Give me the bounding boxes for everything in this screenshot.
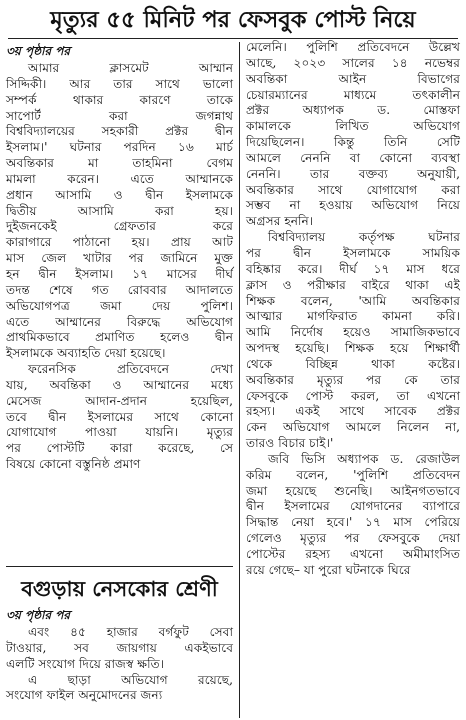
right-text-line: গেলেও মৃত্যুর পর ফেসবুকে দেয়া [246,531,460,546]
right-text-line: নেননি। তার বক্তব্য অনুযায়ী, [246,166,460,181]
sub-continuation-label: ৩য় পৃষ্ঠার পর [6,608,71,622]
right-text-line: শিক্ষক বলেন, 'আমি অবন্তিকার [246,293,460,308]
sub-text-line: এবং ৪৫ হাজার বর্গফুট সেবা [28,625,233,639]
article-headline: মৃত্যুর ৫৫ মিনিট পর ফেসবুক পোস্ট নিয়ে [8,2,458,39]
right-text-line: কেন অভিযোগ আমলে নিলেন না, [246,420,460,435]
left-text-line: ইসলামকে অব্যাহতি দেয়া হয়েছে। [6,346,166,361]
right-text-line: সম্ভব না হওয়ায় অভিযোগ নিয়ে [246,198,460,213]
right-text-line: অপদস্থ হয়েছি। শিক্ষক হয়ে শিক্ষার্থী [246,341,460,356]
left-text-line: সাপোর্ট করা জগন্নাথ [6,108,233,123]
right-text-line: অবন্তিকার সাথে যোগাযোগ করা [246,182,460,197]
right-text-line: বহিষ্কার করে। দীর্ঘ ১৭ মাস ধরে [246,261,460,276]
right-text-line: প্রক্টর অধ্যাপক ড. মোস্তফা [246,103,460,118]
sub-article-column [6,608,233,704]
right-text-line: পর দ্বীন ইসলামকে সাময়িক [246,245,460,260]
left-text-line: তবে দ্বীন ইসলামের সাথে কোনো [6,409,233,424]
right-text-line: দিয়েছিলেন। কিন্তু তিনি সেটি [246,135,460,150]
right-text-line: দ্বীন ইসলামের যোগদানের ব্যাপারে [246,499,460,514]
left-text-line: তদন্ত শেষে গত রোববার আদালতে [6,282,233,297]
right-text-line: মেলেনি। পুলিশি প্রতিবেদনে উল্লেখ [246,40,460,54]
left-text-line: পর পোস্টটি কারা করেছে, সে [6,441,233,456]
section-divider [6,566,233,567]
right-text-line: তারও বিচার চাই।' [246,436,334,451]
left-text-line: এতে আম্মানের বিরুদ্ধে অভিযোগ [6,314,233,329]
left-text-line: সিদ্দিকী। আর তার সাথে ভালো [6,76,233,91]
left-text-line: যোগাযোগ পাওয়া যায়নি। মৃত্যুর [6,425,233,440]
continuation-label: ৩য় পৃষ্ঠার পর [6,44,71,58]
right-text-line: রহস্য। একই সাথে সাবেক প্রক্টর [246,404,460,419]
sub-text-line: এলটি সংযোগ দিয়ে রাজস্ব ক্ষতি। [6,656,165,671]
left-text-line: মামলা করেন। এতে আম্মানকে [6,171,233,186]
left-text-line: অভিযোগপত্র জমা দেয় পুলিশ। [6,298,233,313]
right-text-line: রয়ে গেছে– যা পুরো ঘটনাকে ঘিরে [246,562,411,577]
right-text-line: বিশ্ববিদ্যালয় কর্তৃপক্ষ ঘটনার [268,230,460,245]
left-text-line: হন দ্বীন ইসলাম। ১৭ মাসের দীর্ঘ [6,266,233,281]
sub-text-line: এ ছাড়া অভিযোগ রয়েছে, [28,672,233,687]
left-column-body [6,61,233,473]
left-text-line: প্রধান আসামি ও দ্বীন ইসলামকে [6,187,233,202]
right-text-line: অগ্রসর হননি। [246,214,314,229]
right-text-line: আমলে নেননি বা কোনো ব্যবস্থা [246,150,460,165]
left-text-line: বিষয়ে কোনো বস্তুনিষ্ঠ প্রমাণ [6,457,141,472]
left-text-line: যায়, অবন্তিকা ও আম্মানের মধ্যে [6,377,233,392]
right-text-line: জমা হয়েছে শুনেছি। আইনগতভাবে [246,483,460,498]
sub-text-line: সংযোগ ফাইল অনুমোদনের জন্য [6,688,163,703]
left-text-line: দুইজনকেই গ্রেফতার করে [6,219,233,234]
left-text-line: অবন্তিকার মা তাহমিনা বেগম [6,156,233,171]
left-text-line: প্রাথমিকভাবে প্রমাণিত হলেও দ্বীন [6,330,233,345]
left-text-line: আমার ক্লাসমেট আম্মান [28,61,233,75]
right-text-line: আত্মার মাগফিরাত কামনা করি। [246,309,460,324]
right-column [246,40,460,579]
left-text-line: বিশ্ববিদ্যালয়ের সহকারী প্রক্টর দ্বীন [6,124,233,139]
right-text-line: জবি ভিসি অধ্যাপক ড. রেজাউল [268,451,460,466]
right-text-line: অবন্তিকার মৃত্যুর পর কে তার [246,372,460,387]
right-text-line: ক্লাস ও পরীক্ষার বাইরে থাকা এই [246,277,460,292]
right-column-body [246,40,460,579]
sub-article-body [6,625,233,704]
left-column [6,44,233,473]
right-text-line: করিম বলেন, 'পুলিশি প্রতিবেদন [246,467,460,482]
left-text-line: ফরেনসিক প্রতিবেদনে দেখা [28,362,233,377]
sub-text-line: টাওয়ার, সব জায়গায় একইভাবে [6,640,233,655]
left-text-line: ইসলাম।' ঘটনার পরদিন ১৬ মার্চ [6,140,233,155]
left-text-line: মেসেজ আদান-প্রদান হয়েছিল, [6,393,233,408]
left-text-line: মাস জেল খাটার পর জামিনে মুক্ত [6,251,233,266]
right-text-line: চেয়ারম্যানের মাধ্যমে তৎকালীন [246,87,460,102]
left-text-line: সম্পর্ক থাকার কারণে তাকে [6,92,233,107]
right-text-line: পোস্টের রহস্য এখনো অমীমাংসিত [246,547,460,561]
sub-article-headline: বগুড়ায় নেসকোর শ্রেণী [21,577,218,601]
left-text-line: দ্বিতীয় আসামি করা হয়। [6,203,233,218]
right-text-line: আমি নির্দোষ হয়েও সামাজিকভাবে [246,325,460,340]
right-text-line: সিদ্ধান্ত নেয়া হবে।' ১৭ মাস পেরিয়ে [246,515,460,530]
right-text-line: কামালকে লিখিত অভিযোগ [246,119,460,134]
right-text-line: ফেসবুকে পোস্ট করল, তা এখনো [246,388,460,403]
column-divider [239,42,240,718]
right-text-line: থেকে বিচ্ছিন্ন থাকা কষ্টের। [246,356,460,371]
right-text-line: আছে, ২০২৩ সালের ১৪ নভেম্বর [246,55,460,70]
left-text-line: কারাগারে পাঠানো হয়। প্রায় আট [6,235,233,250]
right-text-line: অবন্তিকা আইন বিভাগের [246,71,460,86]
